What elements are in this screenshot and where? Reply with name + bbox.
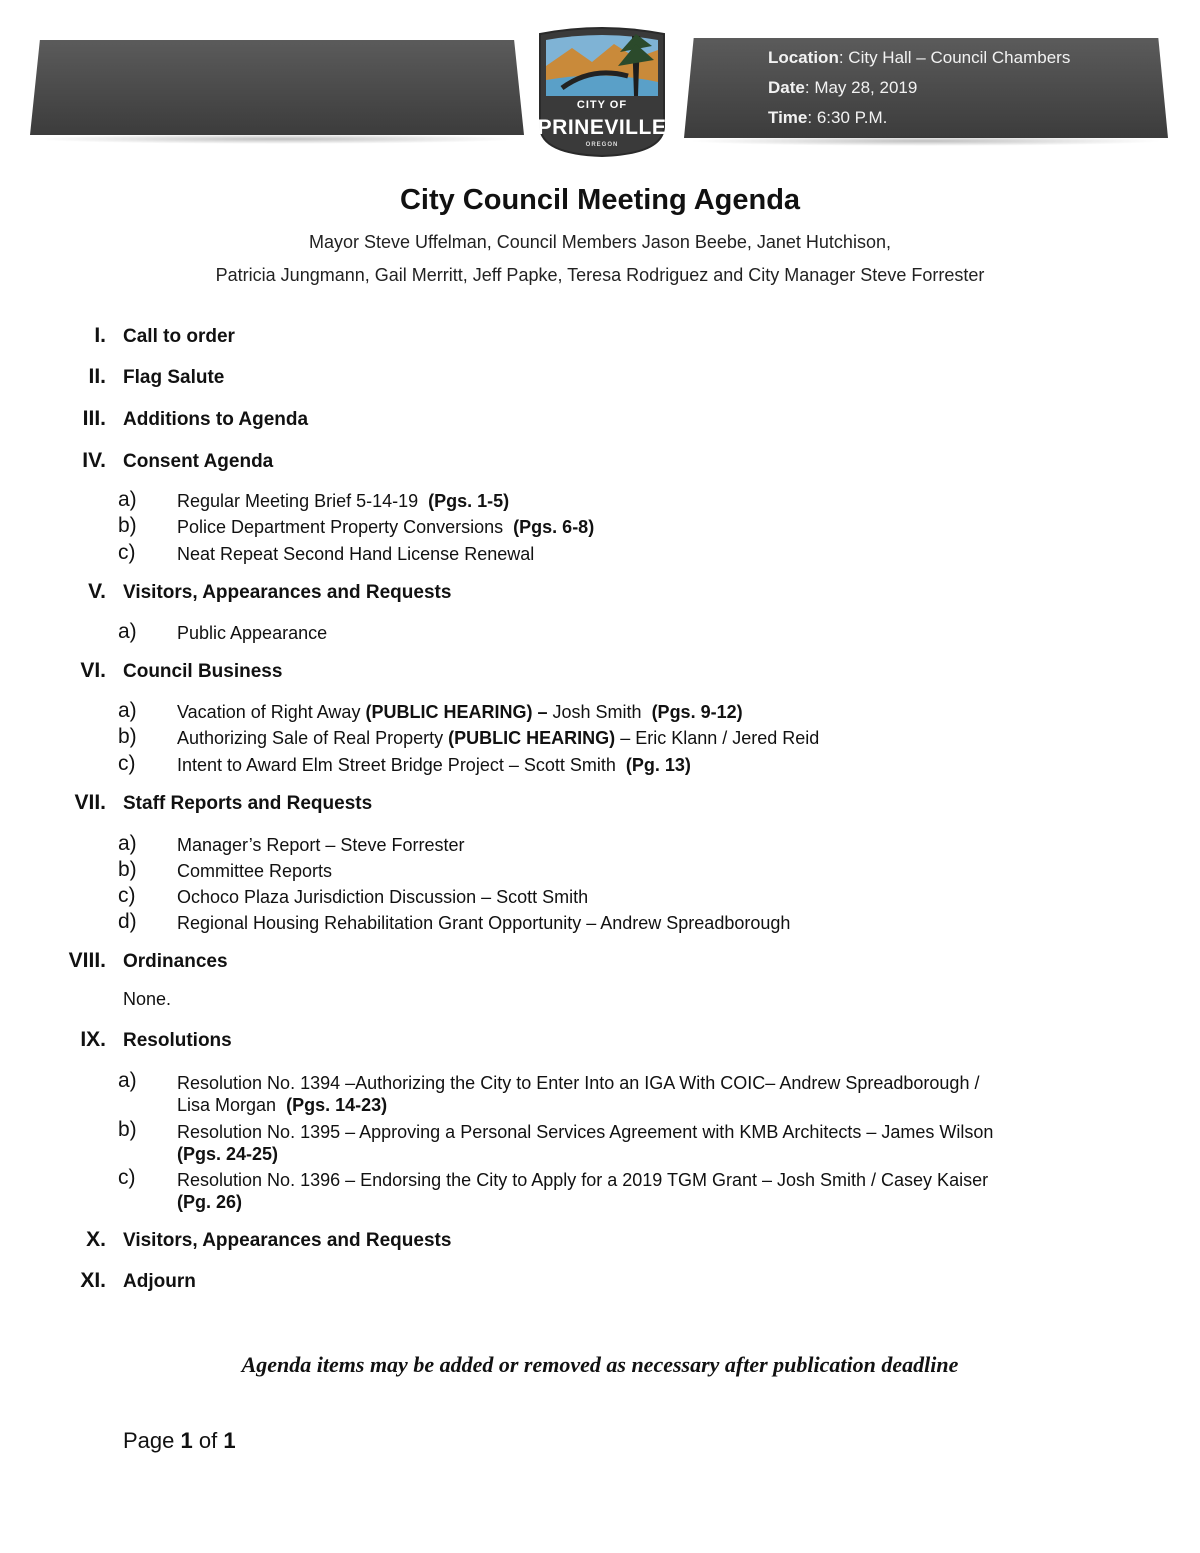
section-additions: Additions to Agenda — [123, 409, 309, 430]
agenda-item: Authorizing Sale of Real Property (PUBLIC HEARING) – Eric Klann / Jered Reid — [177, 728, 820, 748]
item-letter: a) — [118, 699, 137, 722]
page-title: City Council Meeting Agenda — [399, 184, 801, 216]
section-number: V. — [88, 580, 106, 603]
agenda-item: Intent to Award Elm Street Bridge Project – Scott Smith (Pg. 13) — [177, 755, 691, 775]
section-number: X. — [86, 1228, 106, 1251]
section-visitors: Visitors, Appearances and Requests — [123, 582, 452, 603]
section-number: VI. — [80, 659, 106, 682]
agenda-item: Manager’s Report – Steve Forrester — [177, 835, 465, 855]
meeting-location: Location: City Hall – Council Chambers — [768, 48, 1071, 67]
section-number: XI. — [80, 1269, 106, 1292]
section-consent-agenda: Consent Agenda — [123, 451, 274, 472]
section-number: VIII. — [68, 949, 106, 972]
section-flag-salute: Flag Salute — [123, 367, 225, 388]
ordinances-none: None. — [123, 989, 172, 1009]
header-banner-left — [30, 40, 524, 135]
section-adjourn: Adjourn — [123, 1271, 196, 1292]
item-letter: b) — [118, 514, 137, 537]
item-letter: a) — [118, 832, 137, 855]
agenda-item: Vacation of Right Away (PUBLIC HEARING) – Josh Smith (Pgs. 9-12) — [177, 702, 743, 722]
agenda-item: Resolution No. 1395 – Approving a Personal Services Agreement with KMB Architects – James Wilson (Pgs. 24-25) — [177, 1122, 994, 1164]
section-ordinances: Ordinances — [123, 951, 228, 972]
page-number: Page 1 of 1 — [123, 1428, 236, 1453]
section-number: IX. — [80, 1028, 106, 1051]
section-visitors-2: Visitors, Appearances and Requests — [123, 1230, 452, 1251]
section-number: III. — [82, 407, 106, 430]
section-council-business: Council Business — [123, 661, 283, 682]
footer-note: Agenda items may be added or removed as necessary after publication deadline — [241, 1352, 959, 1377]
item-letter: a) — [118, 620, 137, 643]
logo-prineville: PRINEVILLE — [537, 116, 667, 139]
item-letter: b) — [118, 1118, 137, 1141]
logo-oregon: OREGON — [585, 142, 619, 148]
logo-city-of: CITY OF — [576, 99, 628, 111]
agenda-item: Public Appearance — [177, 623, 328, 643]
item-letter: c) — [118, 1166, 136, 1189]
section-resolutions: Resolutions — [123, 1030, 232, 1051]
section-number: I. — [94, 324, 106, 347]
meeting-date: Date: May 28, 2019 — [768, 78, 918, 97]
item-letter: b) — [118, 858, 137, 881]
meeting-time: Time: 6:30 P.M. — [768, 108, 888, 127]
members-line-2: Patricia Jungmann, Gail Merritt, Jeff Papke, Teresa Rodriguez and City Manager Steve Forrester — [215, 265, 985, 285]
agenda-item: Police Department Property Conversions (Pgs. 6-8) — [177, 517, 595, 537]
city-logo — [532, 26, 672, 158]
agenda-item: Resolution No. 1394 –Authorizing the City to Enter Into an IGA With COIC– Andrew Spreadborough / Lisa Morgan (Pgs. 14-23) — [177, 1073, 980, 1115]
item-letter: c) — [118, 541, 136, 564]
section-number: II. — [88, 365, 106, 388]
banner-shadow — [688, 136, 1164, 146]
item-letter: a) — [118, 1069, 137, 1092]
section-number: IV. — [82, 449, 106, 472]
members-line-1: Mayor Steve Uffelman, Council Members Jason Beebe, Janet Hutchison, — [309, 232, 891, 252]
item-letter: d) — [118, 910, 137, 933]
agenda-item: Resolution No. 1396 – Endorsing the City to Apply for a 2019 TGM Grant – Josh Smith / Casey Kaiser (Pg. 26) — [177, 1170, 989, 1212]
section-number: VII. — [74, 791, 106, 814]
agenda-item: Ochoco Plaza Jurisdiction Discussion – Scott Smith — [177, 887, 589, 907]
agenda-item: Regional Housing Rehabilitation Grant Opportunity – Andrew Spreadborough — [177, 913, 791, 933]
item-letter: c) — [118, 752, 136, 775]
item-letter: c) — [118, 884, 136, 907]
banner-shadow — [34, 134, 520, 144]
agenda-item: Committee Reports — [177, 861, 333, 881]
item-letter: b) — [118, 725, 137, 748]
section-call-to-order: Call to order — [123, 326, 235, 347]
section-staff-reports: Staff Reports and Requests — [123, 793, 373, 814]
agenda-item: Regular Meeting Brief 5-14-19 (Pgs. 1-5) — [177, 491, 510, 511]
agenda-item: Neat Repeat Second Hand License Renewal — [177, 544, 535, 564]
item-letter: a) — [118, 488, 137, 511]
